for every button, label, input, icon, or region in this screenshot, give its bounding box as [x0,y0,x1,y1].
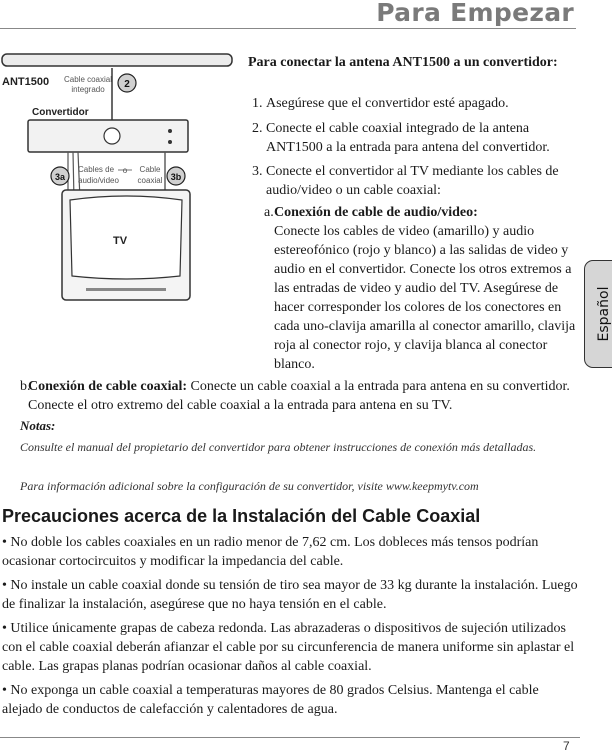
coax-label-line1: Cable [139,165,161,174]
sub-step-a-content [274,203,580,374]
or-label: o [122,166,128,175]
coax-label-line2: coaxial [137,176,163,185]
av-label-line1: Cables de [78,165,115,174]
precaution-bullet-3: • Utilice únicamente grapas de cabeza redonda. Las abrazaderas o dispositivos de sujeción utilizados con el cable coaxial deberán afianzar el cable por su circunferencia de manera uniforme sin aplastar el cable. Las grapas planas podrían ocasionar daños al cable coaxial. [2,621,575,674]
step-2 [252,119,580,157]
sub-step-a-text: Conecte los cables de video (amarillo) y audio estereofónico (rojo y blanco) a las salidas de video y audio en el convertidor. Conecte los otros extremos a las entradas de video y audio del TV. Asegúrese de hacer corresponder los colores de los conectores en cada uno-clavija amarilla al conector amarillo, clavija roja al conector rojo, y clavija blanca al conector blanco. [274,224,576,372]
sub-step-b-title: Conexión de cable coaxial: [28,379,188,394]
av-label-line2: audio/video [78,176,119,185]
tv-label: TV [112,235,128,247]
precaution-bullet-4: • No exponga un cable coaxial a temperaturas mayores de 80 grados Celsius. Mantenga el cable alejado de conductos de calefacción y calentadores de agua. [2,683,539,717]
step-3-number: 3. [252,164,263,179]
badge-3a-label: 3a [54,172,66,182]
badge-3b-label: 3b [170,172,182,182]
step-1-number: 1. [252,96,263,111]
language-tab-label: Español [596,286,612,342]
step-2-number: 2. [252,121,263,136]
language-tab [584,260,612,368]
sub-step-a-letter: a. [264,205,274,220]
step-3 [252,162,580,200]
cable-label-line1: Cable coaxial [63,75,113,84]
precaution-bullet-2: • No instale un cable coaxial donde su tensión de tiro sea mayor de 33 kg durante la instalación. Luego de finalizar la instalación, asegúrese que no haya tensión en el cable. [2,578,578,612]
badge-2-label: 2 [124,79,130,90]
notes-title: Notas: [20,418,56,433]
converter-led-1 [168,129,172,133]
sub-step-b-content [28,377,580,415]
antenna-label: ANT1500 [2,76,50,88]
footer-divider [0,737,580,738]
converter-led-2 [168,140,172,144]
sub-step-b-text: Conecte un cable coaxial a la entrada para antena en su convertidor. Conecte el otro extremo del cable coaxial a la entrada para antena en su TV. [28,379,570,413]
sub-step-a [264,203,580,374]
cable-label-line2: integrado [71,85,105,94]
sub-step-b [20,377,580,415]
note-2: Para información adicional sobre la configuración de su convertidor, visite www.keepmytv.com [20,479,479,493]
page-number: 7 [563,739,570,753]
converter-label: Convertidor [32,107,89,118]
precautions-title: Precauciones acerca de la Instalación del Cable Coaxial [2,506,481,526]
step-3-text: Conecte el convertidor al TV mediante los cables de audio/video o un cable coaxial: [266,164,559,198]
step-2-text: Conecte el cable coaxial integrado de la antena ANT1500 a la entrada para antena del convertidor. [266,121,550,155]
antenna-body [2,54,232,66]
converter-dial [104,128,120,144]
connection-diagram [0,52,240,307]
precaution-bullet-1: • No doble los cables coaxiales en un radio menor de 7,62 cm. Los dobleces más tensos podrían ocasionar cortocircuitos y modificar la impedancia del cable. [2,535,539,569]
sub-step-b-letter: b. [20,379,31,394]
tv-controls [86,288,166,291]
connect-instructions-title: Para conectar la antena ANT1500 a un convertidor: [248,55,558,70]
page-header-title: Para Empezar [376,0,574,27]
step-1-text: Asegúrese que el convertidor esté apagado. [266,96,509,111]
header-divider [0,28,576,29]
step-1 [252,94,580,113]
sub-step-a-title: Conexión de cable de audio/video: [274,205,478,220]
note-1: Consulte el manual del propietario del convertidor para obtener instrucciones de conexión más detalladas. [20,440,537,454]
